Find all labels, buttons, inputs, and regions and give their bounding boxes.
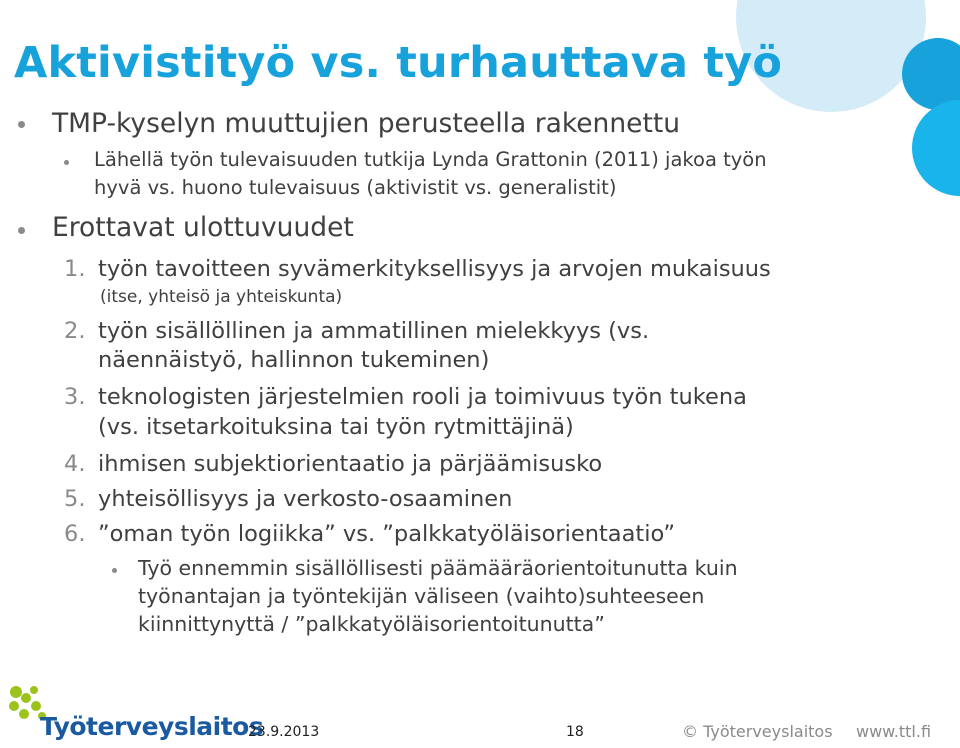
- bullet-tmp: TMP-kyselyn muuttujien perusteella rakennettu: [52, 108, 681, 139]
- list-item-2-line2: näennäistyö, hallinnon tukeminen): [98, 347, 490, 373]
- footer-copyright: © Työterveyslaitos: [682, 722, 833, 741]
- logo-wordmark: Työterveyslaitos: [40, 712, 264, 741]
- sub-bullet-dot: [112, 568, 117, 573]
- item-text: yhteisöllisyys ja verkosto-osaaminen: [98, 486, 513, 512]
- sub-bullet-dot: [64, 160, 69, 165]
- sub-bullet-line3: kiinnittynyttä / ”palkkatyöläisorientoitunutta”: [138, 612, 605, 636]
- list-item-5: 5. yhteisöllisyys ja verkosto-osaaminen: [64, 486, 513, 512]
- list-item-1-detail: (itse, yhteisö ja yhteiskunta): [100, 287, 343, 307]
- item-text: teknologisten järjestelmien rooli ja toimivuus työn tukena: [98, 384, 747, 410]
- bullet-gratton-line2: hyvä vs. huono tulevaisuus (aktivistit vs. generalistit): [94, 176, 617, 199]
- list-item-3: 3. teknologisten järjestelmien rooli ja toimivuus työn tukena: [64, 384, 747, 410]
- slide-title: Aktivistityö vs. turhauttava työ: [14, 38, 783, 88]
- sub-bullet-line2: työnantajan ja työntekijän väliseen (vaihto)suhteeseen: [138, 584, 705, 608]
- decorative-circle-small: [902, 38, 960, 110]
- footer-date: 23.9.2013: [248, 724, 320, 740]
- list-item-2: 2. työn sisällöllinen ja ammatillinen mielekkyys (vs.: [64, 318, 650, 344]
- bullet-dimensions: Erottavat ulottuvuudet: [52, 212, 354, 243]
- bullet-gratton-line1: Lähellä työn tulevaisuuden tutkija Lynda Grattonin (2011) jakoa työn: [94, 148, 767, 171]
- decorative-circle-medium: [912, 100, 960, 196]
- footer-url[interactable]: www.ttl.fi: [856, 722, 932, 741]
- list-item-6: 6. ”oman työn logiikka” vs. ”palkkatyöläisorientaatio”: [64, 521, 676, 547]
- list-item-1: 1. työn tavoitteen syvämerkityksellisyys ja arvojen mukaisuus: [64, 256, 771, 282]
- item-text: ihmisen subjektiorientaatio ja pärjäämisusko: [98, 451, 603, 477]
- footer-page-number: 18: [566, 724, 584, 740]
- list-item-3-line2: (vs. itsetarkoituksina tai työn rytmittäjinä): [98, 414, 574, 440]
- item-text: työn tavoitteen syvämerkityksellisyys ja arvojen mukaisuus: [98, 256, 771, 282]
- item-text: työn sisällöllinen ja ammatillinen mielekkyys (vs.: [98, 318, 650, 344]
- item-text: ”oman työn logiikka” vs. ”palkkatyöläisorientaatio”: [98, 521, 676, 547]
- list-item-4: 4. ihmisen subjektiorientaatio ja pärjäämisusko: [64, 451, 603, 477]
- sub-bullet-line1: Työ ennemmin sisällöllisesti päämääräorientoitunutta kuin: [138, 556, 738, 580]
- bullet-dot: [18, 121, 25, 128]
- bullet-dot: [18, 227, 25, 234]
